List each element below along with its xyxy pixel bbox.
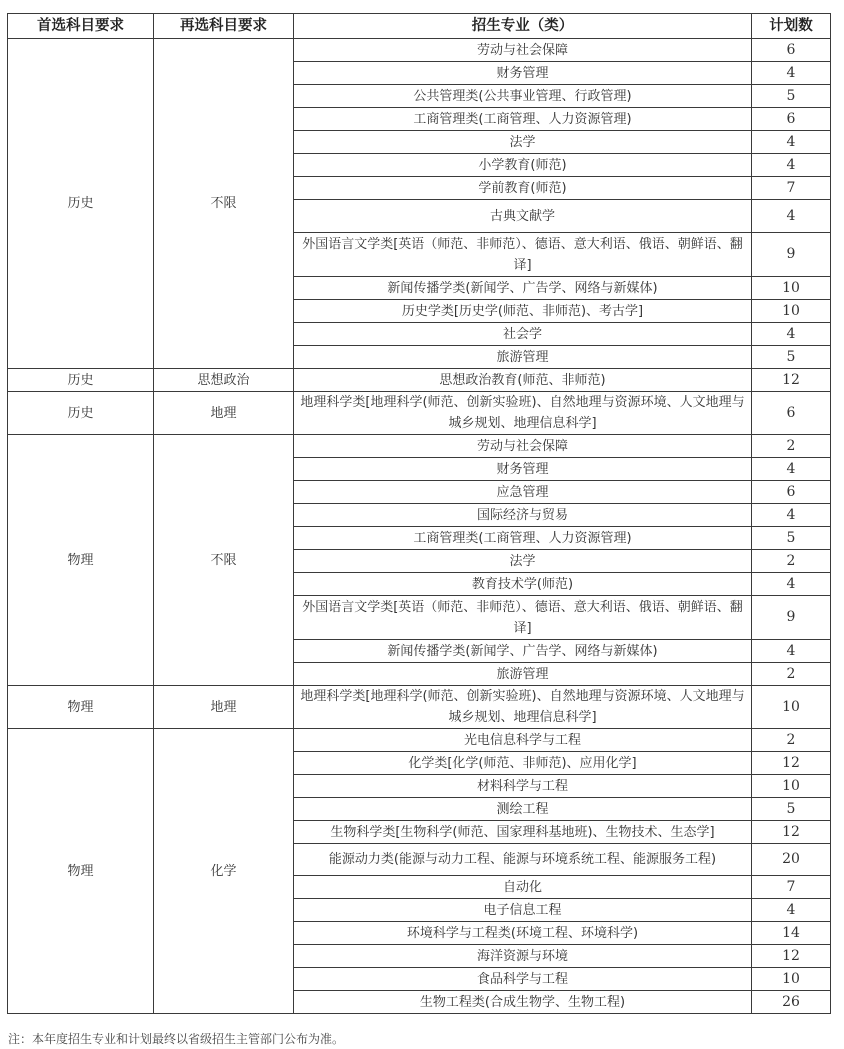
plan-count-cell: 5	[752, 527, 831, 550]
plan-count-cell: 10	[752, 968, 831, 991]
plan-count-cell: 2	[752, 435, 831, 458]
major-cell: 外国语言文学类[英语（师范、非师范）、德语、意大利语、俄语、朝鲜语、翻译]	[294, 596, 752, 640]
plan-count-cell: 20	[752, 844, 831, 876]
first-subject-cell: 物理	[8, 435, 154, 686]
major-cell: 材料科学与工程	[294, 775, 752, 798]
plan-count-cell: 2	[752, 550, 831, 573]
major-cell: 小学教育(师范)	[294, 154, 752, 177]
major-cell: 财务管理	[294, 458, 752, 481]
plan-count-cell: 5	[752, 798, 831, 821]
major-cell: 外国语言文学类[英语（师范、非师范）、德语、意大利语、俄语、朝鲜语、翻译]	[294, 233, 752, 277]
major-cell: 测绘工程	[294, 798, 752, 821]
plan-count-cell: 12	[752, 821, 831, 844]
plan-count-cell: 4	[752, 131, 831, 154]
major-cell: 海洋资源与环境	[294, 945, 752, 968]
header-second-subject: 再选科目要求	[154, 14, 294, 39]
plan-count-cell: 4	[752, 62, 831, 85]
table-body	[8, 39, 831, 1014]
major-cell: 新闻传播学类(新闻学、广告学、网络与新媒体)	[294, 277, 752, 300]
plan-count-cell: 4	[752, 458, 831, 481]
plan-count-cell: 12	[752, 945, 831, 968]
plan-count-cell: 12	[752, 752, 831, 775]
plan-count-cell: 10	[752, 775, 831, 798]
major-cell: 法学	[294, 131, 752, 154]
plan-count-cell: 14	[752, 922, 831, 945]
plan-count-cell: 2	[752, 729, 831, 752]
plan-count-cell: 9	[752, 233, 831, 277]
major-cell: 劳动与社会保障	[294, 39, 752, 62]
plan-count-cell: 2	[752, 663, 831, 686]
major-cell: 旅游管理	[294, 346, 752, 369]
major-cell: 自动化	[294, 876, 752, 899]
major-cell: 生物科学类[生物科学(师范、国家理科基地班)、生物技术、生态学]	[294, 821, 752, 844]
first-subject-cell: 物理	[8, 686, 154, 729]
plan-count-cell: 4	[752, 200, 831, 233]
major-cell: 国际经济与贸易	[294, 504, 752, 527]
major-cell: 化学类[化学(师范、非师范)、应用化学]	[294, 752, 752, 775]
second-subject-cell: 思想政治	[154, 369, 294, 392]
second-subject-cell: 地理	[154, 686, 294, 729]
plan-count-cell: 4	[752, 640, 831, 663]
table-row	[8, 39, 831, 62]
plan-count-cell: 4	[752, 323, 831, 346]
plan-count-cell: 10	[752, 277, 831, 300]
plan-count-cell: 6	[752, 392, 831, 435]
major-cell: 光电信息科学与工程	[294, 729, 752, 752]
major-cell: 工商管理类(工商管理、人力资源管理)	[294, 108, 752, 131]
plan-count-cell: 9	[752, 596, 831, 640]
first-subject-cell: 历史	[8, 39, 154, 369]
table-row	[8, 729, 831, 752]
major-cell: 古典文献学	[294, 200, 752, 233]
admission-plan-table	[7, 13, 831, 1014]
major-cell: 生物工程类(合成生物学、生物工程)	[294, 991, 752, 1014]
major-cell: 地理科学类[地理科学(师范、创新实验班)、自然地理与资源环境、人文地理与城乡规划、地理信息科学]	[294, 392, 752, 435]
major-cell: 食品科学与工程	[294, 968, 752, 991]
major-cell: 应急管理	[294, 481, 752, 504]
major-cell: 新闻传播学类(新闻学、广告学、网络与新媒体)	[294, 640, 752, 663]
plan-count-cell: 5	[752, 346, 831, 369]
major-cell: 工商管理类(工商管理、人力资源管理)	[294, 527, 752, 550]
major-cell: 学前教育(师范)	[294, 177, 752, 200]
footnote: 注：本年度招生专业和计划最终以省级招生主管部门公布为准。	[8, 1032, 345, 1046]
header-plan: 计划数	[752, 14, 831, 39]
major-cell: 法学	[294, 550, 752, 573]
plan-count-cell: 10	[752, 686, 831, 729]
plan-count-cell: 7	[752, 876, 831, 899]
major-cell: 社会学	[294, 323, 752, 346]
major-cell: 地理科学类[地理科学(师范、创新实验班)、自然地理与资源环境、人文地理与城乡规划、地理信息科学]	[294, 686, 752, 729]
major-cell: 劳动与社会保障	[294, 435, 752, 458]
plan-count-cell: 7	[752, 177, 831, 200]
plan-count-cell: 4	[752, 154, 831, 177]
second-subject-cell: 地理	[154, 392, 294, 435]
table-row	[8, 686, 831, 729]
plan-count-cell: 6	[752, 108, 831, 131]
plan-count-cell: 6	[752, 481, 831, 504]
table-header-row	[8, 14, 831, 39]
plan-count-cell: 4	[752, 899, 831, 922]
second-subject-cell: 化学	[154, 729, 294, 1014]
major-cell: 环境科学与工程类(环境工程、环境科学)	[294, 922, 752, 945]
table-row	[8, 392, 831, 435]
major-cell: 历史学类[历史学(师范、非师范)、考古学]	[294, 300, 752, 323]
plan-count-cell: 10	[752, 300, 831, 323]
plan-count-cell: 4	[752, 504, 831, 527]
major-cell: 公共管理类(公共事业管理、行政管理)	[294, 85, 752, 108]
header-major: 招生专业（类）	[294, 14, 752, 39]
plan-count-cell: 4	[752, 573, 831, 596]
plan-count-cell: 6	[752, 39, 831, 62]
major-cell: 教育技术学(师范)	[294, 573, 752, 596]
plan-count-cell: 5	[752, 85, 831, 108]
plan-count-cell: 12	[752, 369, 831, 392]
first-subject-cell: 物理	[8, 729, 154, 1014]
major-cell: 旅游管理	[294, 663, 752, 686]
major-cell: 电子信息工程	[294, 899, 752, 922]
first-subject-cell: 历史	[8, 392, 154, 435]
plan-count-cell: 26	[752, 991, 831, 1014]
second-subject-cell: 不限	[154, 435, 294, 686]
major-cell: 思想政治教育(师范、非师范)	[294, 369, 752, 392]
major-cell: 能源动力类(能源与动力工程、能源与环境系统工程、能源服务工程)	[294, 844, 752, 876]
header-first-subject: 首选科目要求	[8, 14, 154, 39]
table-row	[8, 369, 831, 392]
first-subject-cell: 历史	[8, 369, 154, 392]
second-subject-cell: 不限	[154, 39, 294, 369]
major-cell: 财务管理	[294, 62, 752, 85]
table-row	[8, 435, 831, 458]
